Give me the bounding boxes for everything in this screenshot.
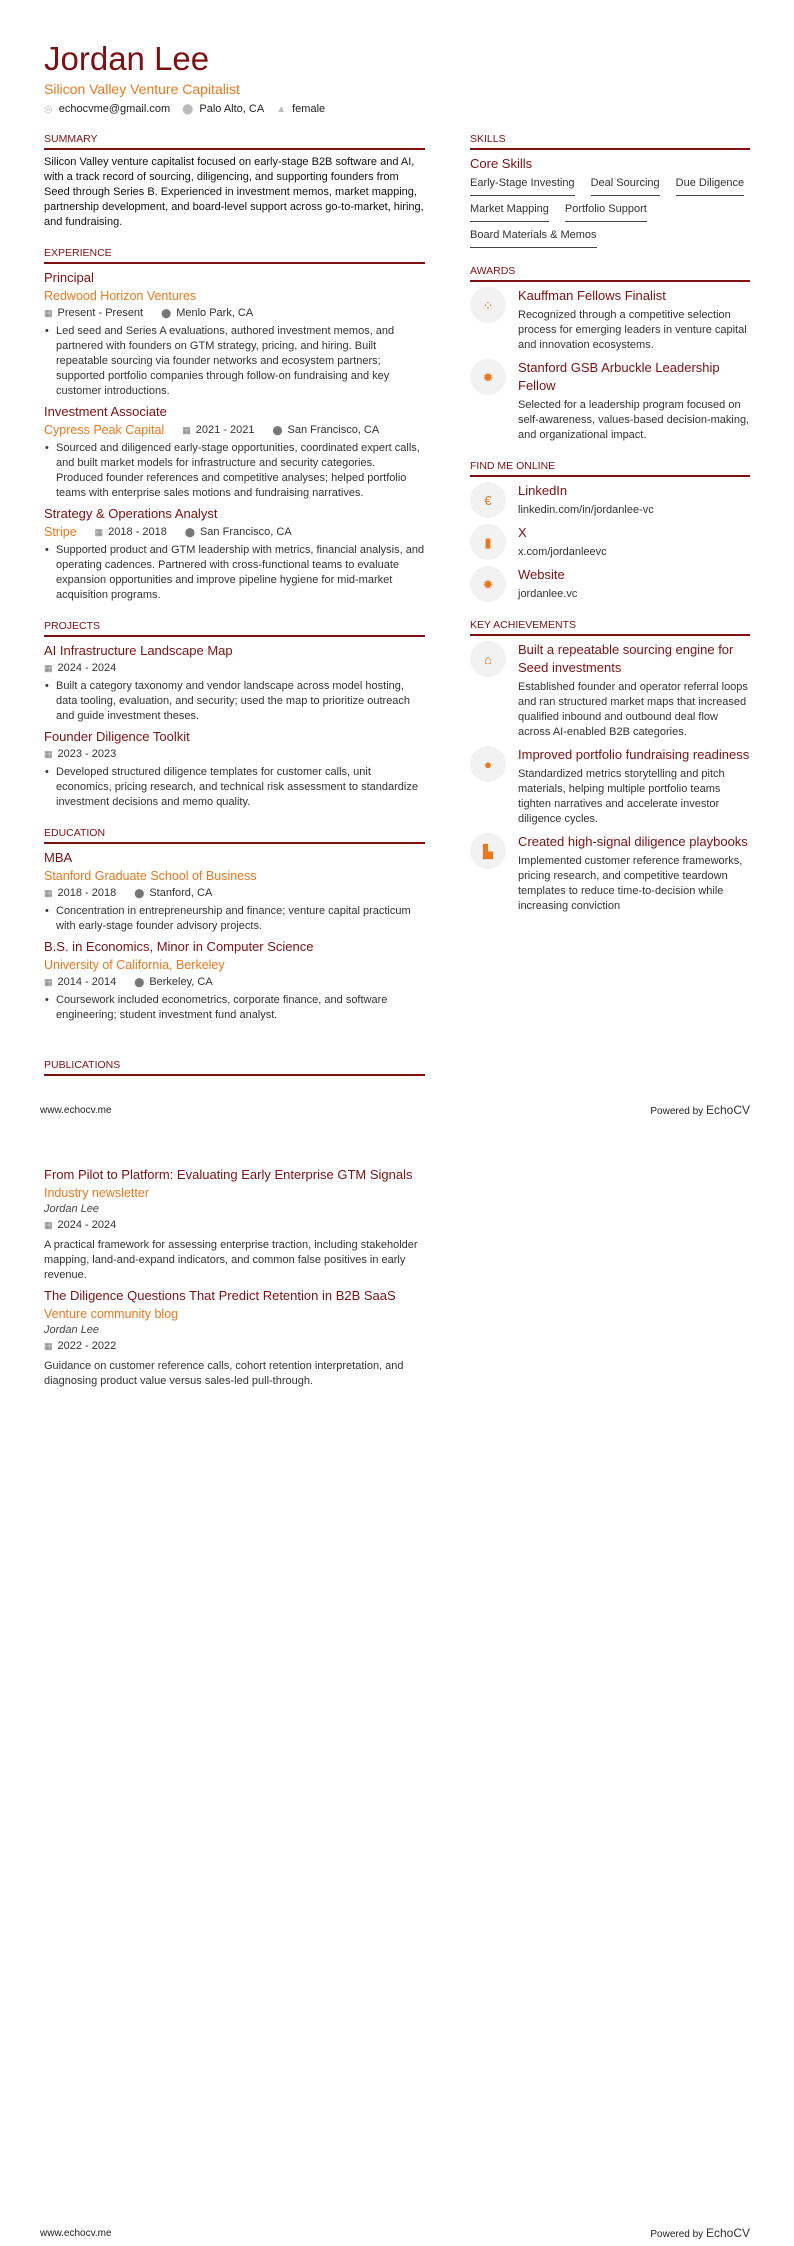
project-dates-wrap <box>44 660 116 677</box>
find-me-online-section <box>470 459 750 602</box>
school-name: University of California, Berkeley <box>44 958 225 972</box>
project-meta <box>44 746 425 763</box>
footer-site-link[interactable]: www.echocv.me <box>40 1105 112 1116</box>
key-achievements-section <box>470 618 750 914</box>
online-profile-item-title[interactable]: X <box>518 525 527 540</box>
skill-tag: Early-Stage Investing <box>470 176 575 196</box>
online-profile-item-title[interactable]: LinkedIn <box>518 483 568 498</box>
job-meta <box>44 421 425 439</box>
gender: female <box>292 103 326 115</box>
job-title: Strategy & Operations Analyst <box>44 506 218 521</box>
publisher: Venture community blog <box>44 1307 179 1321</box>
publication-description: A practical framework for assessing enterprise traction, including stakeholder mapping, land-and-expand indicators, and common false positives in early revenue. <box>44 1239 418 1281</box>
footer-site-link[interactable]: www.echocv.me <box>40 2228 112 2239</box>
online-profile-item-description[interactable]: linkedin.com/in/jordanlee-vc <box>518 504 654 516</box>
powered-by <box>650 1103 750 1119</box>
brand-name: EchoCV <box>705 2226 750 2240</box>
online-profile-item[interactable] <box>470 566 750 602</box>
online-profile-item-description[interactable]: x.com/jordanleevc <box>518 546 607 558</box>
degree: B.S. in Economics, Minor in Computer Science <box>44 939 314 954</box>
publication-description: Guidance on customer reference calls, cohort retention interpretation, and diagnosing product value versus sales-led pull-through. <box>44 1360 404 1387</box>
award-item-body <box>518 359 750 443</box>
publication-item <box>44 1166 425 1283</box>
experience-item <box>44 269 425 399</box>
experience-item <box>44 505 425 603</box>
bullet-item: • Developed structured diligence templates for customer calls, unit economics, pricing research, and technical risk assessment to standardize investment decisions and memo quality. <box>44 765 425 810</box>
bullet-list <box>44 543 425 603</box>
achievement-item <box>470 833 750 914</box>
job-dates: Present - Present <box>57 307 144 319</box>
skill-group-title: Core Skills <box>470 156 533 171</box>
bullet-item: • Led seed and Series A evaluations, authored investment memos, and partnered with founders on GTM strategy, pricing, and hiring. Built repeatable sourcing via founder networks and ecosystem partners; supported portfolio companies through follow-on fundraising and key customer introductions. <box>44 324 425 399</box>
education-dates: 2018 - 2018 <box>57 887 117 899</box>
section-heading: SUMMARY <box>44 132 425 150</box>
skill-tag: Board Materials & Memos <box>470 228 597 248</box>
page-footer <box>40 2226 750 2242</box>
bullet-item: • Built a category taxonomy and vendor landscape across model hosting, data tooling, evaluation, and security; used the map to prioritize outreach and guide investment theses. <box>44 679 425 724</box>
map-marker-icon: ⬤ <box>272 424 283 435</box>
powered-by-label: Powered by <box>650 2229 704 2240</box>
achievement-item-title: Created high-signal diligence playbooks <box>518 834 748 849</box>
education-location-wrap <box>134 885 212 902</box>
powered-by-label: Powered by <box>650 1106 704 1117</box>
skill-tag: Deal Sourcing <box>591 176 660 196</box>
powered-by <box>650 2226 750 2242</box>
section-heading: AWARDS <box>470 264 750 282</box>
page-footer <box>40 1103 750 1119</box>
project-item <box>44 728 425 810</box>
skills-list <box>470 176 750 248</box>
education-dates-wrap <box>44 885 116 902</box>
publication-title[interactable]: The Diligence Questions That Predict Retention in B2B SaaS <box>44 1288 396 1303</box>
job-meta <box>44 305 425 322</box>
summary-section <box>44 132 425 230</box>
map-marker-icon: ⬤ <box>184 526 195 537</box>
project-dates: 2024 - 2024 <box>57 662 117 674</box>
left-column <box>44 132 425 1039</box>
job-location-wrap <box>161 305 253 322</box>
education-item <box>44 849 425 934</box>
gear-icon: ✹ <box>470 359 506 395</box>
publication-item <box>44 1287 425 1389</box>
publication-author: Jordan Lee <box>44 1203 100 1215</box>
email[interactable]: echocvme@gmail.com <box>58 103 171 115</box>
bank-icon: ⌂ <box>470 641 506 677</box>
online-profile-item-body <box>518 524 750 560</box>
company-name: Redwood Horizon Ventures <box>44 289 197 303</box>
online-profile-item-body <box>518 482 750 518</box>
achievement-item-description: Implemented customer reference frameworks, pricing research, and competitive teardown templates to reduce time-to-decision while increasing conviction <box>518 855 743 912</box>
skill-tag: Market Mapping <box>470 202 549 222</box>
online-profile-item-title[interactable]: Website <box>518 567 565 582</box>
project-dates-wrap <box>44 746 116 763</box>
education-location-wrap <box>134 974 212 991</box>
calendar-icon: ▦ <box>44 888 53 898</box>
publication-dates: 2024 - 2024 <box>57 1219 117 1231</box>
achievement-item-description: Standardized metrics storytelling and pitch materials, helping multiple portfolio teams tighten narratives and accelerate investor diligence cycles. <box>518 768 725 825</box>
achievement-item-body <box>518 833 750 914</box>
bullet-item: • Coursework included econometrics, corporate finance, and software engineering; student investment fund analyst. <box>44 993 425 1023</box>
network-icon: ⁘ <box>470 287 506 323</box>
job-location: Menlo Park, CA <box>176 307 254 319</box>
achievement-item-title: Built a repeatable sourcing engine for Seed investments <box>518 642 734 675</box>
achievement-item <box>470 746 750 827</box>
job-location-wrap <box>185 524 292 541</box>
user-icon: ▲ <box>276 104 287 115</box>
online-profile-item-description[interactable]: jordanlee.vc <box>518 588 578 600</box>
bullet-item: • Concentration in entrepreneurship and finance; venture capital practicum with early-stage founder advisory projects. <box>44 904 425 934</box>
bullet-item: • Sourced and diligenced early-stage opportunities, coordinated expert calls, and built market models for infrastructure and security categories. Produced founder references and competitive analyses; helped portfolio teams with enterprise sales motions and fundraising narratives. <box>44 441 425 501</box>
education-dates-wrap <box>44 974 116 991</box>
map-marker-icon: ⬤ <box>161 308 172 318</box>
map-marker-icon: ⬤ <box>182 104 194 115</box>
company-name: Cypress Peak Capital <box>44 423 165 437</box>
calendar-icon: ▦ <box>44 1220 53 1230</box>
comment-icon: ● <box>470 746 506 782</box>
map-marker-icon: ⬤ <box>134 977 145 987</box>
education-location: Stanford, CA <box>149 887 213 899</box>
education-meta <box>44 885 425 902</box>
section-heading: KEY ACHIEVEMENTS <box>470 618 750 636</box>
experience-item <box>44 403 425 501</box>
achievement-item-body <box>518 641 750 740</box>
calendar-icon: ▦ <box>44 1341 53 1351</box>
publications-list <box>44 1166 425 1393</box>
achievement-item <box>470 641 750 740</box>
gear-icon: ✹ <box>470 566 506 602</box>
job-dates-wrap <box>44 305 143 322</box>
bullet-item: • Supported product and GTM leadership with metrics, financial analysis, and operating cadences. Partnered with cross-functional teams to evaluate expansion opportunities and improve pipeline hygiene for mid-market acquisition programs. <box>44 543 425 603</box>
job-title: Investment Associate <box>44 404 167 419</box>
awards-section <box>470 264 750 443</box>
skills-section <box>470 132 750 248</box>
publication-dates-wrap <box>44 1338 116 1355</box>
experience-section <box>44 246 425 603</box>
publication-title[interactable]: From Pilot to Platform: Evaluating Early Enterprise GTM Signals <box>44 1167 413 1182</box>
brand-name: EchoCV <box>705 1103 750 1117</box>
section-heading: SKILLS <box>470 132 750 150</box>
job-dates: 2018 - 2018 <box>108 525 167 538</box>
bar-chart-icon: ▮ <box>470 524 506 560</box>
job-location-wrap <box>272 422 379 439</box>
bullet-list <box>44 765 425 810</box>
calendar-icon: ▦ <box>94 526 104 537</box>
award-item-description: Selected for a leadership program focused on self-awareness, values-based decision-making, and organizational impact. <box>518 399 750 441</box>
job-meta <box>44 523 425 541</box>
job-dates-wrap <box>95 524 167 541</box>
section-heading: PUBLICATIONS <box>44 1058 425 1076</box>
job-location: San Francisco, CA <box>199 525 292 538</box>
online-profile-item[interactable] <box>470 482 750 518</box>
education-section <box>44 826 425 1023</box>
achievement-item-description: Established founder and operator referral loops and ran structured market maps that increased qualified inbound and outbound deal flow across AI-enabled B2B categories. <box>518 681 748 738</box>
degree: MBA <box>44 850 73 865</box>
section-heading: EDUCATION <box>44 826 425 844</box>
education-location: Berkeley, CA <box>149 976 213 988</box>
publication-dates-wrap <box>44 1217 116 1234</box>
calendar-icon: ▦ <box>44 308 53 318</box>
project-item <box>44 642 425 724</box>
calendar-icon: ▦ <box>44 977 53 987</box>
award-item-body <box>518 287 750 353</box>
job-location: San Francisco, CA <box>287 423 380 436</box>
location: Palo Alto, CA <box>199 103 265 115</box>
resume-header <box>44 40 325 117</box>
job-title: Principal <box>44 270 94 285</box>
project-title: Founder Diligence Toolkit <box>44 729 190 744</box>
at-icon: ◎ <box>44 104 53 115</box>
award-item-description: Recognized through a competitive selection process for emerging leaders in venture capital and innovation ecosystems. <box>518 309 747 351</box>
company-name: Stripe <box>44 525 77 539</box>
job-dates-wrap <box>182 422 254 439</box>
contact-info <box>44 102 325 117</box>
award-item <box>470 287 750 353</box>
publication-author: Jordan Lee <box>44 1324 100 1336</box>
publication-meta <box>44 1217 425 1234</box>
skill-tag: Due Diligence <box>676 176 744 196</box>
school-name: Stanford Graduate School of Business <box>44 869 257 883</box>
online-profile-item[interactable] <box>470 524 750 560</box>
section-heading: EXPERIENCE <box>44 246 425 264</box>
section-heading: PROJECTS <box>44 619 425 637</box>
education-meta <box>44 974 425 991</box>
candidate-title: Silicon Valley Venture Capitalist <box>44 81 240 97</box>
candidate-name: Jordan Lee <box>44 40 210 77</box>
bullet-list <box>44 993 425 1023</box>
publisher: Industry newsletter <box>44 1186 149 1200</box>
calendar-icon: ▦ <box>44 749 53 759</box>
file-icon: ▙ <box>470 833 506 869</box>
online-profile-item-body <box>518 566 750 602</box>
achievement-item-body <box>518 746 750 827</box>
award-item-title: Stanford GSB Arbuckle Leadership Fellow <box>518 360 720 393</box>
calendar-icon: ▦ <box>44 663 53 673</box>
bullet-list <box>44 324 425 399</box>
calendar-icon: ▦ <box>182 424 191 435</box>
publication-dates: 2022 - 2022 <box>57 1340 117 1352</box>
award-item <box>470 359 750 443</box>
bullet-list <box>44 904 425 934</box>
award-item-title: Kauffman Fellows Finalist <box>518 288 666 303</box>
education-item <box>44 938 425 1023</box>
project-title: AI Infrastructure Landscape Map <box>44 643 233 658</box>
map-marker-icon: ⬤ <box>134 888 145 898</box>
euro-icon: € <box>470 482 506 518</box>
right-column <box>470 132 750 930</box>
publication-meta <box>44 1338 425 1355</box>
bullet-list <box>44 441 425 501</box>
projects-section <box>44 619 425 810</box>
section-heading: FIND ME ONLINE <box>470 459 750 477</box>
education-dates: 2014 - 2014 <box>57 976 117 988</box>
skill-tag: Portfolio Support <box>565 202 647 222</box>
job-dates: 2021 - 2021 <box>195 423 255 436</box>
bullet-list <box>44 679 425 724</box>
publications-section <box>44 1058 425 1081</box>
summary-text: Silicon Valley venture capitalist focused on early-stage B2B software and AI, with a track record of sourcing, diligencing, and supporting founders from Seed through Series B. Experienced in investment memos, market mapping, partnership development, and board-level support across go-to-market, hiring, and fundraising. <box>44 156 424 228</box>
project-dates: 2023 - 2023 <box>57 748 117 760</box>
project-meta <box>44 660 425 677</box>
achievement-item-title: Improved portfolio fundraising readiness <box>518 747 750 762</box>
